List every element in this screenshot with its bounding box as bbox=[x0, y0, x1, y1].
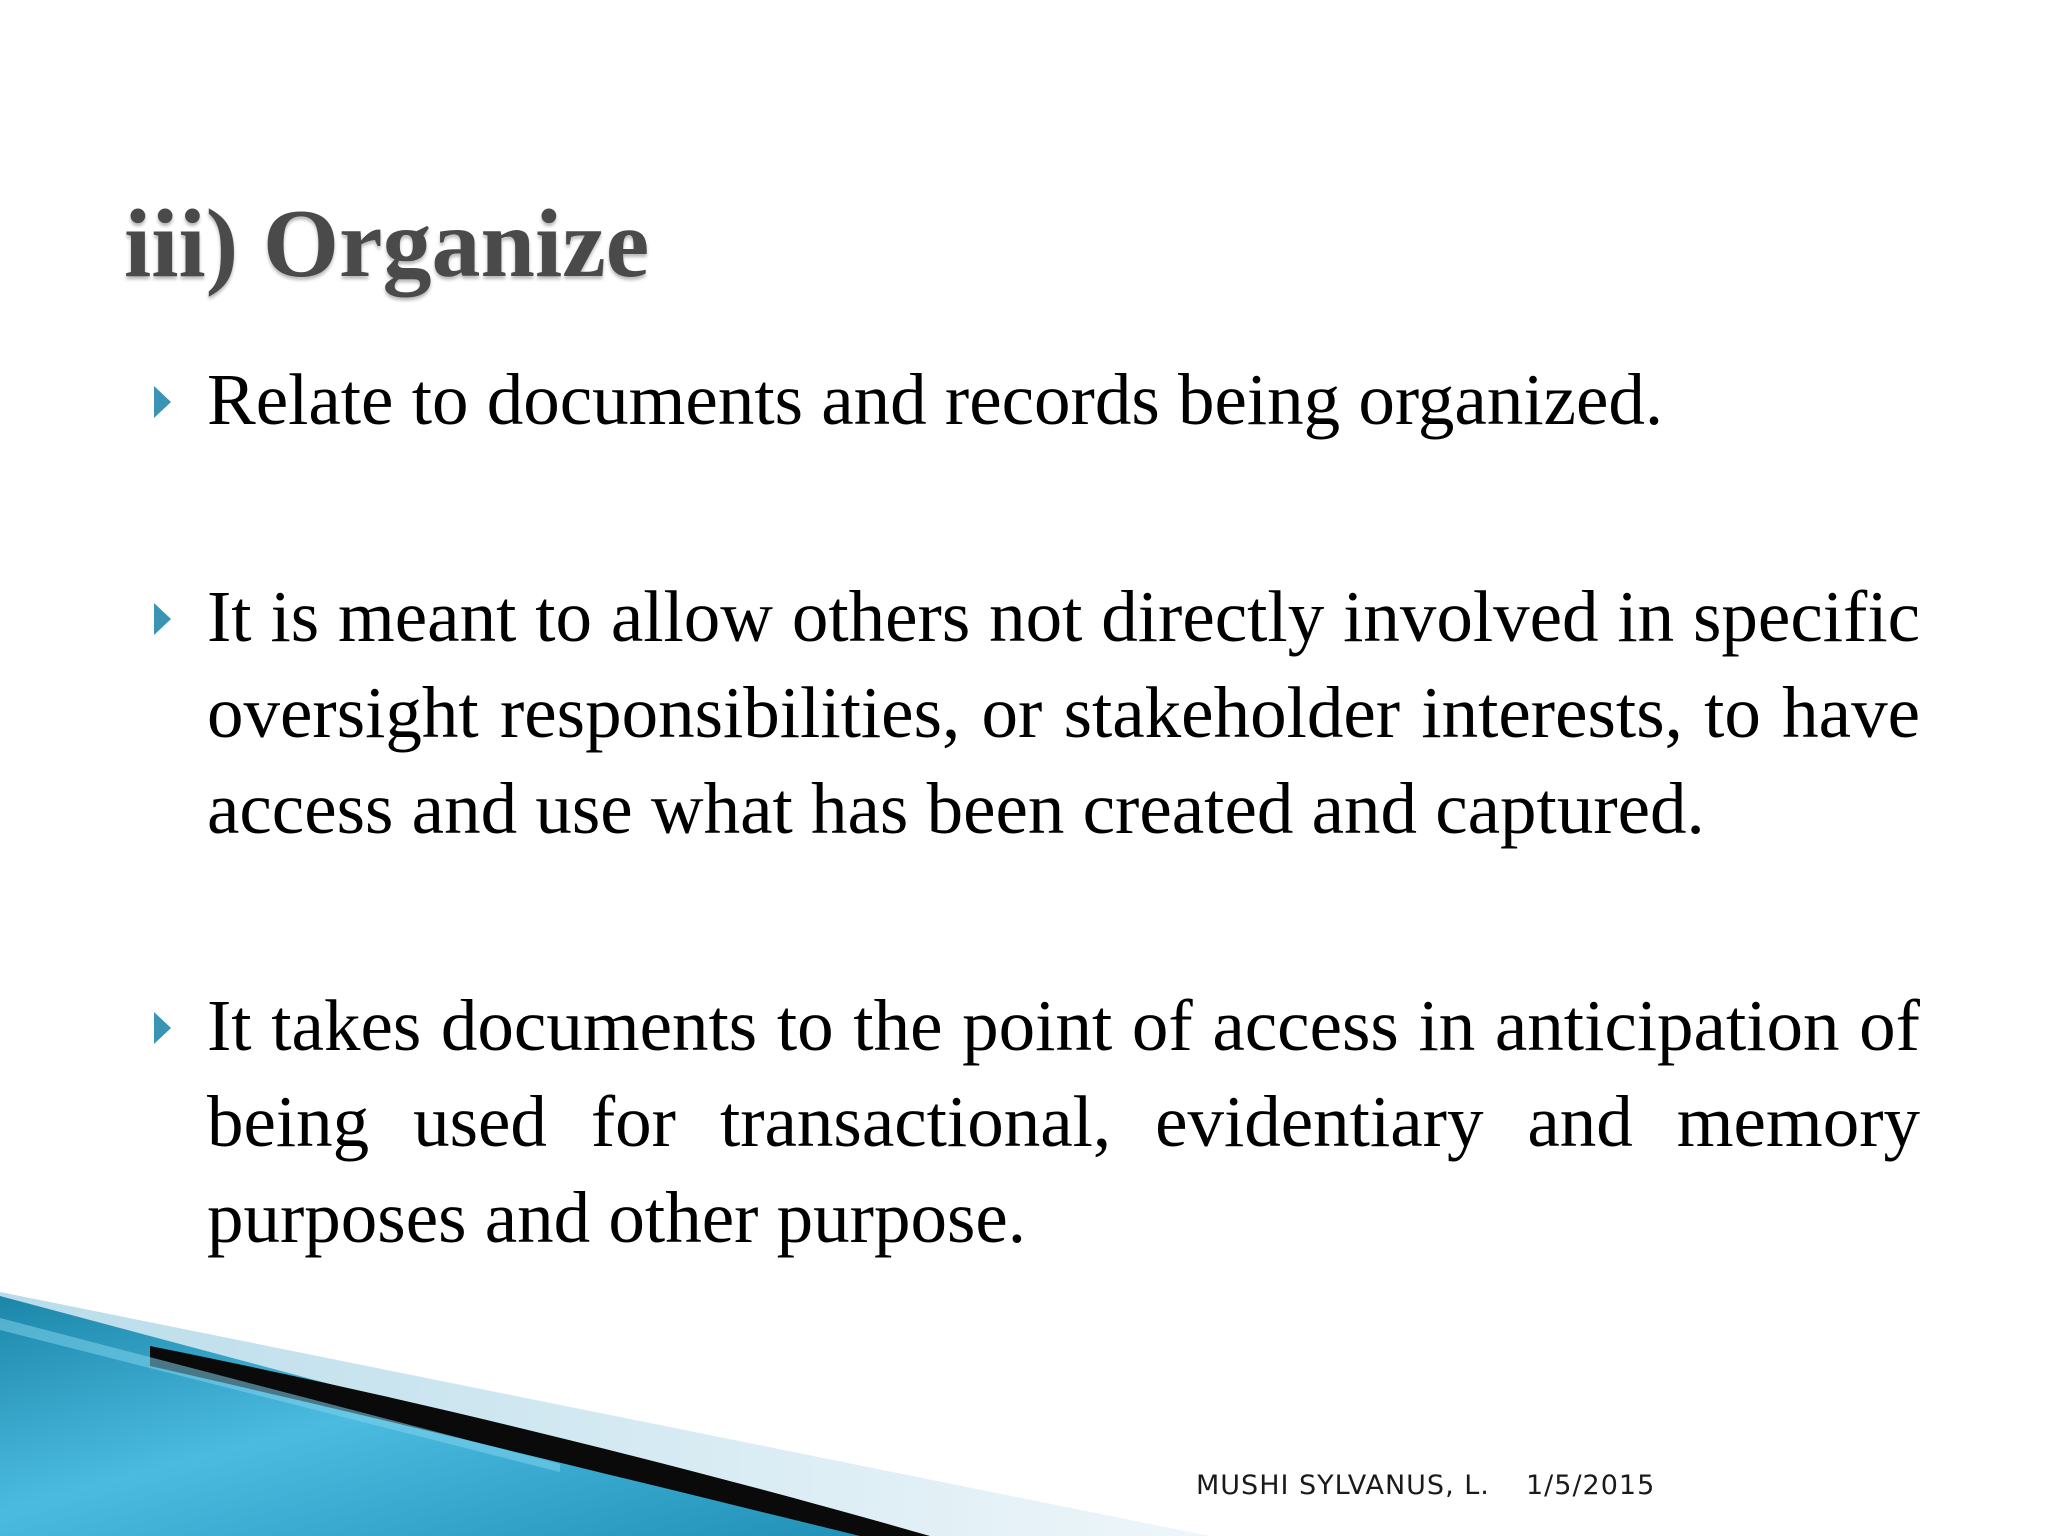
bullet-item bbox=[150, 352, 1920, 448]
bullet-text: It takes documents to the point of access in anticipation of being used for transactional, evidentiary and memory purposes and other purpose. bbox=[207, 985, 1920, 1258]
bullet-list bbox=[150, 352, 1920, 1266]
footer-date: 1/5/2015 bbox=[1526, 1470, 1656, 1501]
bullet-item bbox=[150, 978, 1920, 1266]
footer-author: MUSHI SYLVANUS, L. bbox=[1196, 1470, 1490, 1501]
bullet-arrow-icon bbox=[154, 1012, 171, 1044]
slide-title: iii) Organize bbox=[124, 190, 650, 298]
bullet-arrow-icon bbox=[154, 603, 171, 635]
bullet-item bbox=[150, 569, 1920, 857]
bullet-text: Relate to documents and records being organized. bbox=[207, 359, 1664, 440]
bullet-text: It is meant to allow others not directly involved in specific oversight responsibilities, or stakeholder interests, to have access and use what has been created and captured. bbox=[207, 576, 1920, 849]
bullet-arrow-icon bbox=[154, 386, 171, 418]
